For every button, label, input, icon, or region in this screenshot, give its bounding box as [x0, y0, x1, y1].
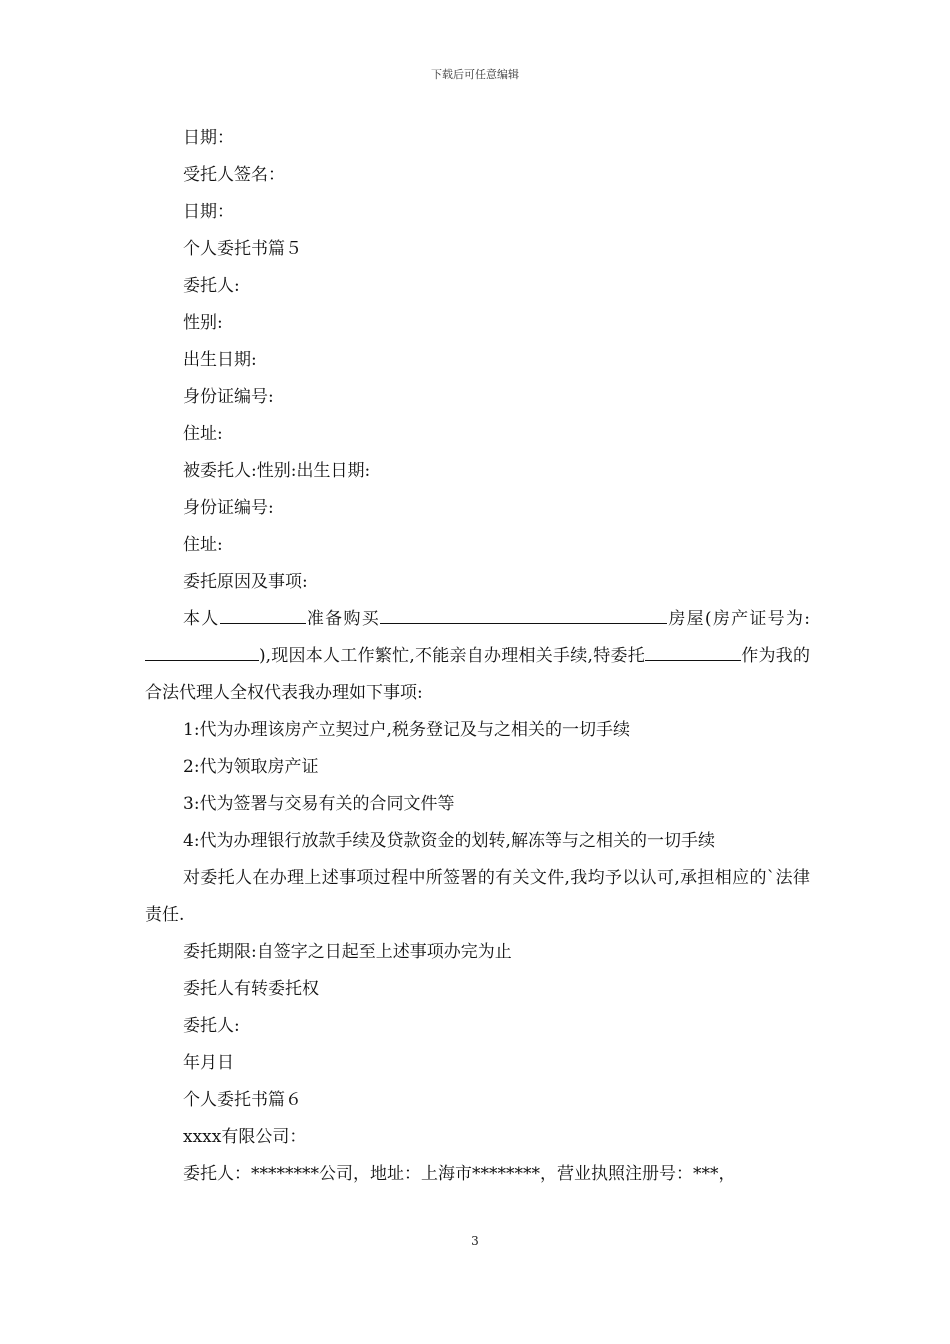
blank-underline — [645, 645, 703, 661]
section-heading: 个人委托书篇６ — [183, 1090, 302, 1110]
gender-field: 性别: — [183, 313, 223, 333]
principal-field: 委托人: — [183, 276, 240, 296]
blank-underline — [220, 608, 306, 624]
principal-company-line: 委托人：********公司，地址：上海市********，营业执照注册号：***， — [183, 1164, 736, 1184]
birthdate-field: 出生日期: — [183, 350, 257, 370]
paragraph-text: 准备购买 — [305, 609, 381, 629]
list-item: 1:代为办理该房产立契过户,税务登记及与之相关的一切手续 — [183, 720, 630, 740]
id-number-field: 身份证编号: — [183, 498, 274, 518]
list-item: 3:代为签署与交易有关的合同文件等 — [183, 794, 455, 814]
id-number-field: 身份证编号: — [183, 387, 274, 407]
sub-delegation-line: 委托人有转委托权 — [183, 979, 319, 999]
document-body — [145, 120, 810, 1193]
blank-underline — [380, 608, 667, 624]
address-field: 住址: — [183, 424, 223, 444]
addressee-line: xxxx有限公司： — [183, 1127, 307, 1147]
principal-signature-line: 委托人: — [183, 1016, 240, 1036]
address-field: 住址: — [183, 535, 223, 555]
term-line: 委托期限:自签字之日起至上述事项办完为止 — [183, 942, 512, 962]
liability-paragraph: 对委托人在办理上述事项过程中所签署的有关文件,我均予以认可,承担相应的`法律责任. — [145, 868, 810, 925]
purchase-paragraph — [145, 601, 810, 712]
paragraph-text: 作为我的合法代理人全权代表我办理如下事项: — [145, 646, 811, 703]
page-header: 下载后可任意编辑 — [431, 68, 519, 81]
reason-heading: 委托原因及事项: — [183, 572, 308, 592]
paragraph-text: ),现因本人工作繁忙,不能亲自办理相关手续,特委托 — [259, 646, 645, 666]
section-heading: 个人委托书篇５ — [183, 239, 302, 259]
list-item: 4:代为办理银行放款手续及贷款资金的划转,解冻等与之相关的一切手续 — [183, 831, 715, 851]
blank-underline — [703, 645, 741, 661]
paragraph-text: 本人 — [183, 609, 220, 629]
list-item: 2:代为领取房产证 — [183, 757, 319, 777]
date-line: 日期： — [183, 128, 234, 148]
date-line: 日期： — [183, 202, 234, 222]
page-number: 3 — [471, 1234, 479, 1248]
trustee-signature-line: 受托人签名： — [183, 165, 285, 185]
date-line: 年月日 — [183, 1053, 234, 1073]
paragraph-text: 房屋(房产证号为: — [667, 609, 810, 629]
blank-underline — [145, 645, 259, 661]
agent-field: 被委托人:性别:出生日期: — [183, 461, 371, 481]
